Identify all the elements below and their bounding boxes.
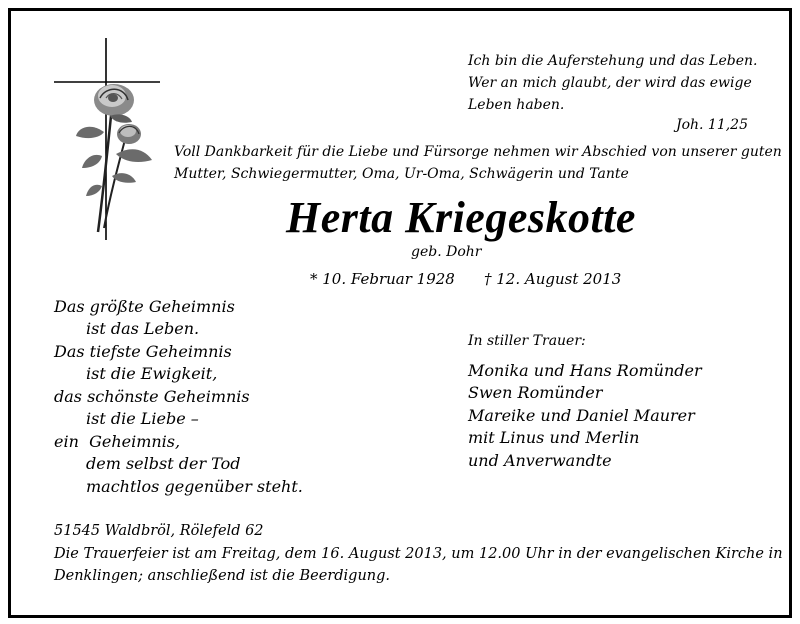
quote-line-2: Wer an mich glaubt, der wird das ewige xyxy=(468,75,752,91)
poem-line-7: ein Geheimnis, xyxy=(54,432,181,451)
poem-line-6: ist die Liebe – xyxy=(86,409,199,428)
cross-with-rose-icon xyxy=(52,36,164,242)
poem-line-4: ist die Ewigkeit, xyxy=(86,364,218,383)
service-line-1: Die Trauerfeier ist am Freitag, dem 16. August 2013, um 12.00 Uhr in der evangelischen Kirche in xyxy=(54,546,783,562)
mourner-line-2: Swen Romünder xyxy=(468,383,603,402)
mourner-line-4: mit Linus und Merlin xyxy=(468,428,640,447)
mourner-line-1: Monika und Hans Romünder xyxy=(468,361,702,380)
thanks-line-1: Voll Dankbarkeit für die Liebe und Fürsorge nehmen wir Abschied von unserer guten xyxy=(174,144,782,160)
quote-line-1: Ich bin die Auferstehung und das Leben. xyxy=(468,53,758,69)
poem-line-9: machtlos gegenüber steht. xyxy=(86,477,303,496)
poem-line-2: ist das Leben. xyxy=(86,319,200,338)
quote-reference: Joh. 11,25 xyxy=(675,117,748,133)
mourner-line-5: und Anverwandte xyxy=(468,451,612,470)
poem-line-1: Das größte Geheimnis xyxy=(54,297,235,316)
quote-line-3: Leben haben. xyxy=(468,97,565,113)
address: 51545 Waldbröl, Rölefeld 62 xyxy=(54,523,264,539)
poem-line-3: Das tiefste Geheimnis xyxy=(54,342,232,361)
poem-line-5: das schönste Geheimnis xyxy=(54,387,250,406)
deceased-name: Herta Kriegeskotte xyxy=(286,193,636,242)
maiden-name: geb. Dohr xyxy=(411,244,482,260)
birth-date: * 10. Februar 1928 xyxy=(310,270,455,288)
death-date: † 12. August 2013 xyxy=(484,270,622,288)
mourner-line-3: Mareike und Daniel Maurer xyxy=(468,406,695,425)
service-line-2: Denklingen; anschließend ist die Beerdigung. xyxy=(54,568,391,584)
mourners-heading: In stiller Trauer: xyxy=(468,333,586,349)
poem-line-8: dem selbst der Tod xyxy=(86,454,241,473)
thanks-line-2: Mutter, Schwiegermutter, Oma, Ur-Oma, Schwägerin und Tante xyxy=(174,166,629,182)
